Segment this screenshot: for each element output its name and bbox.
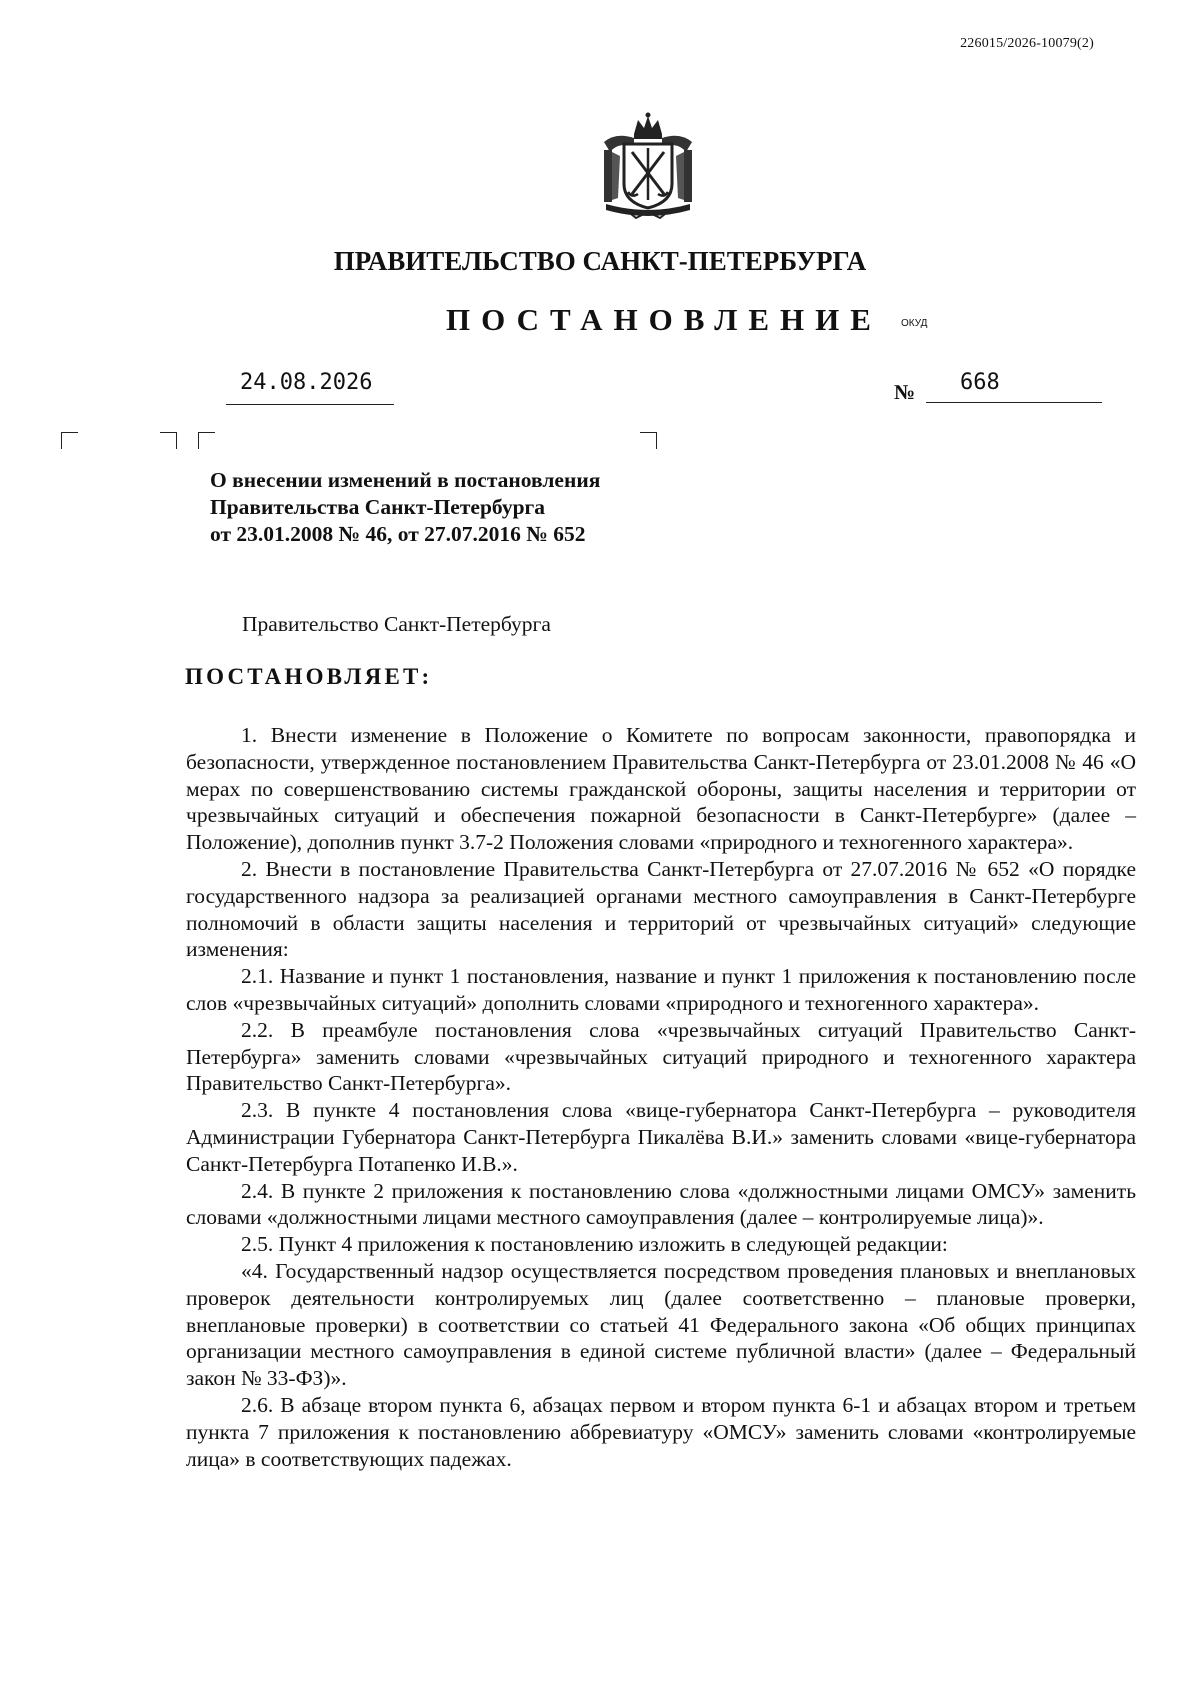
decree-subject (210, 467, 670, 548)
number-sign: № (894, 380, 916, 404)
paragraph: 2.1. Название и пункт 1 постановления, название и пункт 1 приложения к постановлению после слов «чрезвычайных ситуаций» дополнить словами «природного и техногенного характера». (186, 964, 1136, 1015)
decree-heading-row (0, 302, 1200, 342)
decree-date: 24.08.2026 (240, 370, 373, 395)
subject-block-corner-mark (198, 432, 215, 449)
paragraph: 1. Внести изменение в Положение о Комитете по вопросам законности, правопорядка и безопасности, утвержденное постановлением Правительства Санкт-Петербурга от 23.01.2008 № 46 «О мерах по совершенствованию системы гражданской обороны, защиты населения и территории от чрезвычайных ситуаций и обеспечения пожарной безопасности в Санкт-Петербурге» (далее – Положение), дополнив пункт 3.7-2 Положения словами «природного и техногенного характера». (186, 723, 1136, 855)
preamble: Правительство Санкт-Петербурга (242, 612, 551, 636)
decree-number-field (894, 370, 1102, 406)
subject-line: от 23.01.2008 № 46, от 27.07.2016 № 652 (210, 522, 586, 546)
decree-number: 668 (960, 370, 1000, 395)
address-block-corner-mark (61, 432, 78, 449)
paragraph: 2.6. В абзаце втором пункта 6, абзацах первом и втором пункта 6-1 и абзацах втором и третьем пункта 7 приложения к постановлению аббревиатуру «ОМСУ» заменить словами «контролируемые лица» в соответствующих падежах. (186, 1392, 1136, 1471)
subject-block-corner-mark (640, 432, 657, 449)
paragraph: 2.4. В пункте 2 приложения к постановлению слова «должностными лицами ОМСУ» заменить словами «должностными лицами местного самоуправления (далее – контролируемые лица)». (186, 1178, 1136, 1230)
decree-date-field (226, 368, 394, 405)
government-title: ПРАВИТЕЛЬСТВО САНКТ-ПЕТЕРБУРГА (333, 246, 867, 276)
subject-line: Правительства Санкт-Петербурга (210, 495, 546, 519)
resolves-heading: ПОСТАНОВЛЯЕТ: (185, 664, 433, 689)
decree-body (186, 722, 1136, 1472)
paragraph: 2. Внести в постановление Правительства Санкт-Петербурга от 27.07.2016 № 652 «О порядке государственного надзора за реализацией органами местного самоуправления в Санкт-Петербурге полномочий в области защиты населения и территорий от чрезвычайных ситуаций» следующие изменения: (186, 856, 1136, 962)
paragraph: 2.5. Пункт 4 приложения к постановлению изложить в следующей редакции: (241, 1232, 948, 1257)
decree-title: ПОСТАНОВЛЕНИЕ (446, 302, 882, 337)
paragraph: «4. Государственный надзор осуществляется посредством проведения плановых и внеплановых проверок деятельности контролируемых лиц (далее соответственно – плановые проверки, внеплановые проверки) в соответствии со статьей 41 Федерального закона «Об общих принципах организации местного самоуправления в единой системе публичной власти» (далее – Федеральный закон № 33-ФЗ)». (186, 1258, 1136, 1391)
paragraph: 2.2. В преамбуле постановления слова «чрезвычайных ситуаций Правительство Санкт-Петербурга» заменить словами «чрезвычайных ситуаций природного и техногенного характера Правительство Санкт-Петербурга». (186, 1017, 1136, 1096)
paragraph: 2.3. В пункте 4 постановления слова «вице-губернатора Санкт-Петербурга – руководителя Администрации Губернатора Санкт-Петербурга Пикалёва В.И.» заменить словами «вице-губернатора Санкт-Петербурга Потапенко И.В.». (186, 1098, 1136, 1176)
decree-number-line (926, 370, 1102, 403)
address-block-corner-mark (160, 432, 177, 449)
saint-petersburg-coat-of-arms-icon (596, 112, 700, 224)
subject-line: О внесении изменений в постановления (210, 468, 601, 492)
okud-label: ОКУД (901, 318, 928, 329)
document-registration-code: 226015/2026-10079(2) (960, 36, 1094, 51)
